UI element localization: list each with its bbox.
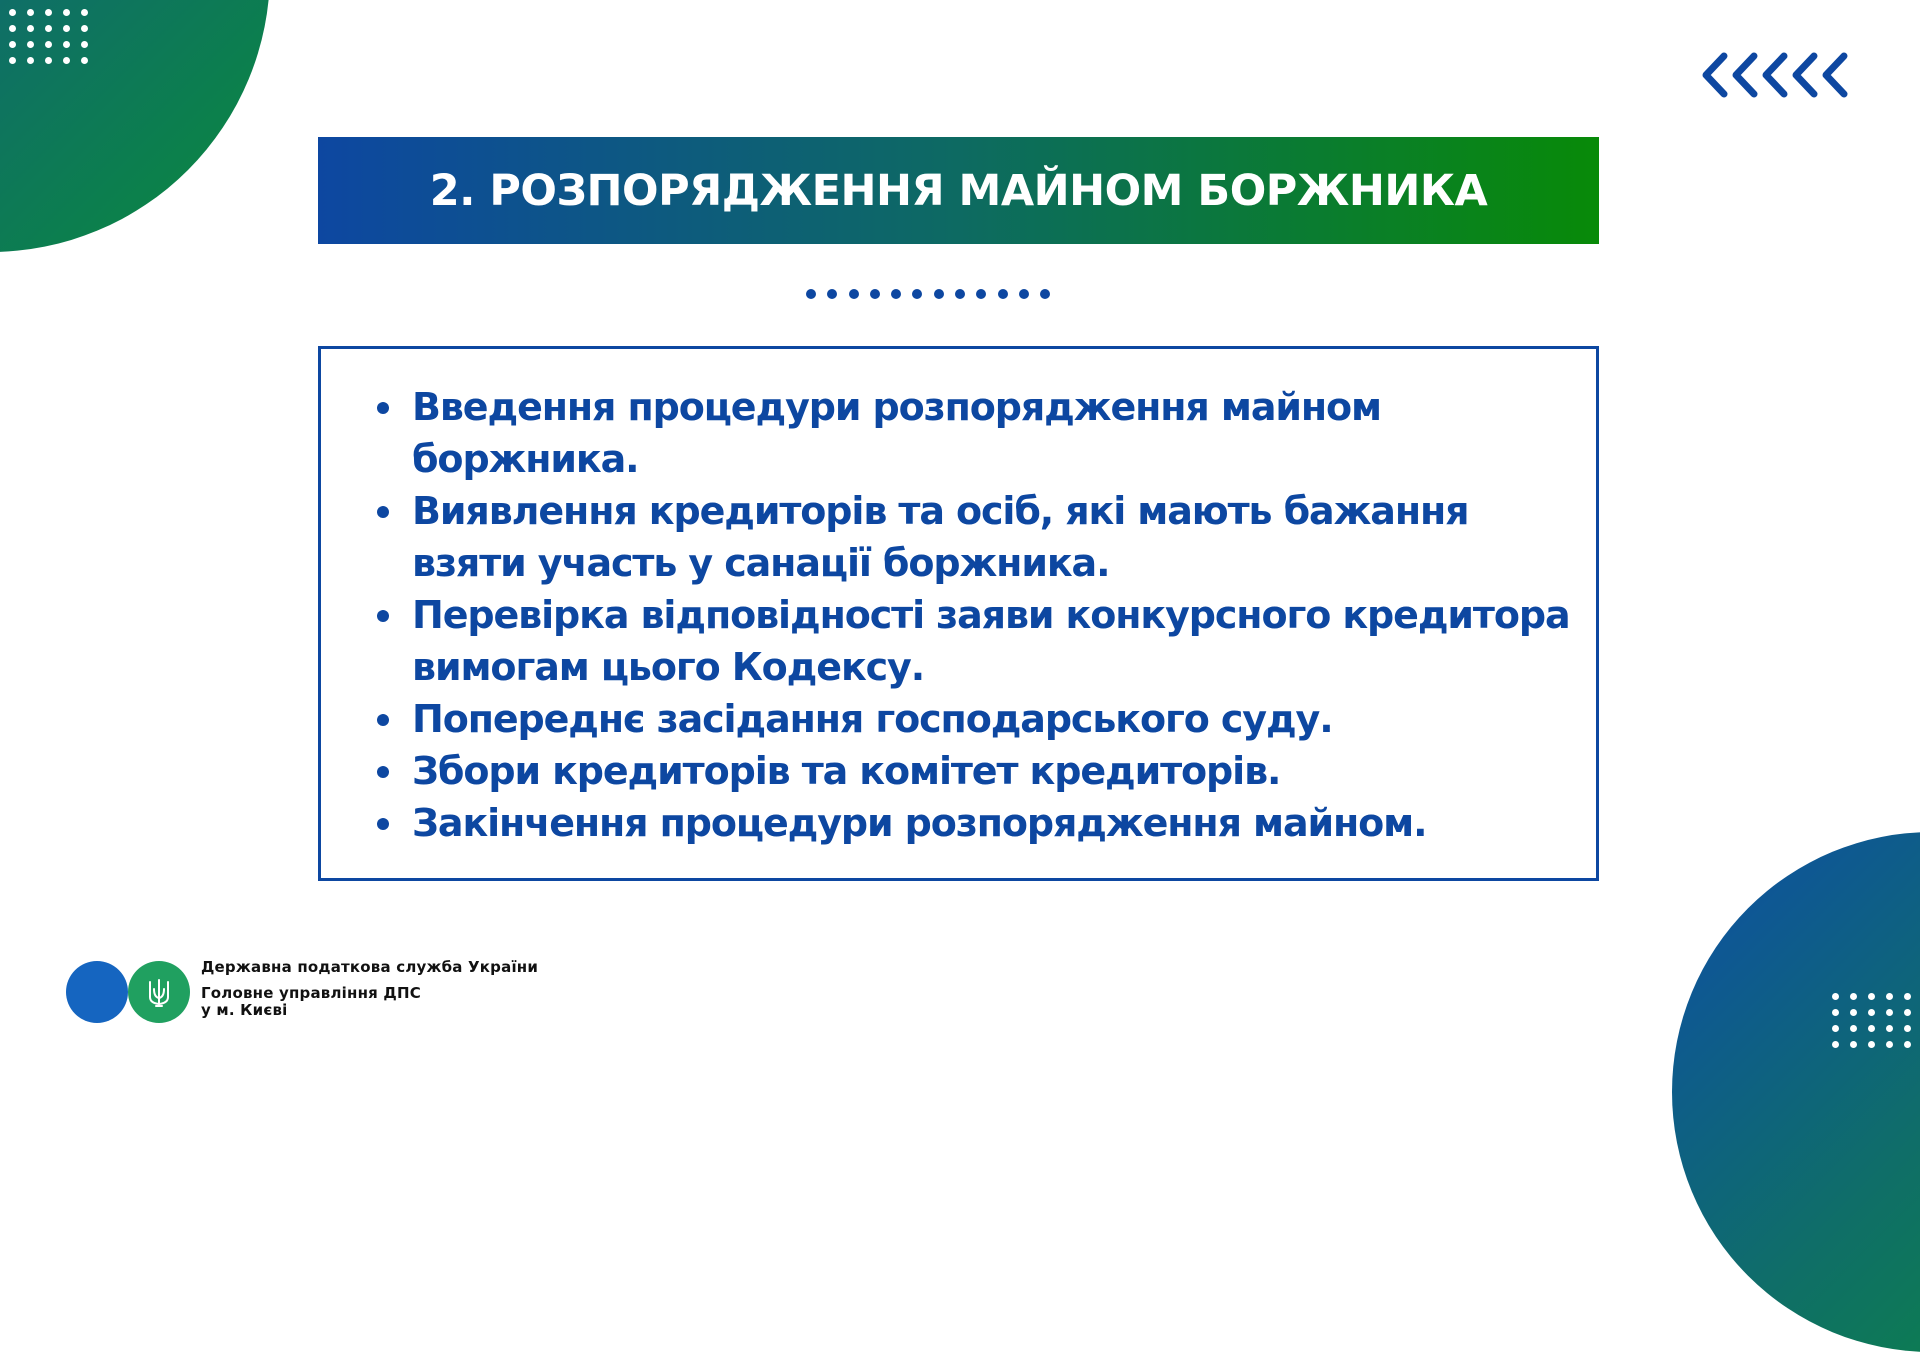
content-box [318,346,1599,881]
bullet-item [377,797,1577,849]
bullet-dot-icon [377,766,389,778]
org-name-line-3: у м. Києві [201,1001,288,1019]
logo-circle-blue [66,961,128,1023]
org-name-line-1: Державна податкова служба України [201,958,539,976]
bullet-item [377,745,1577,797]
trident-icon [144,977,174,1009]
dot-grid-bottom-right [1832,993,1911,1048]
bullet-text: Перевірка відповідності заяви конкурсного кредитора вимогам цього Кодексу. [412,593,1570,689]
organization-name [201,959,538,1019]
bullet-text: Закінчення процедури розпорядження майном. [412,801,1427,845]
bullet-text: Збори кредиторів та комітет кредиторів. [412,749,1281,793]
bullet-item [377,485,1577,589]
org-name-line-2: Головне управління ДПС [201,984,421,1002]
bullet-item [377,693,1577,745]
bullet-text: Попереднє засідання господарського суду. [412,697,1333,741]
bullet-text: Введення процедури розпорядження майном боржника. [412,385,1382,481]
bullet-text: Виявлення кредиторів та осіб, які мають бажання взяти участь у санації боржника. [412,489,1469,585]
dotted-separator [806,289,1050,299]
title-banner [318,137,1599,244]
bullet-dot-icon [377,402,389,414]
bullet-dot-icon [377,506,389,518]
bullet-dot-icon [377,818,389,830]
bullet-dot-icon [377,610,389,622]
bullet-item [377,589,1577,693]
slide-title: 2. РОЗПОРЯДЖЕННЯ МАЙНОМ БОРЖНИКА [429,165,1488,216]
dot-grid-top-left [9,9,88,64]
chevrons-left-icon [1700,50,1856,100]
bullet-item [377,381,1577,485]
corner-decoration-bottom-right [1672,832,1920,1352]
bullet-dot-icon [377,714,389,726]
bullet-list [377,381,1577,849]
tax-service-logo [66,961,190,1023]
